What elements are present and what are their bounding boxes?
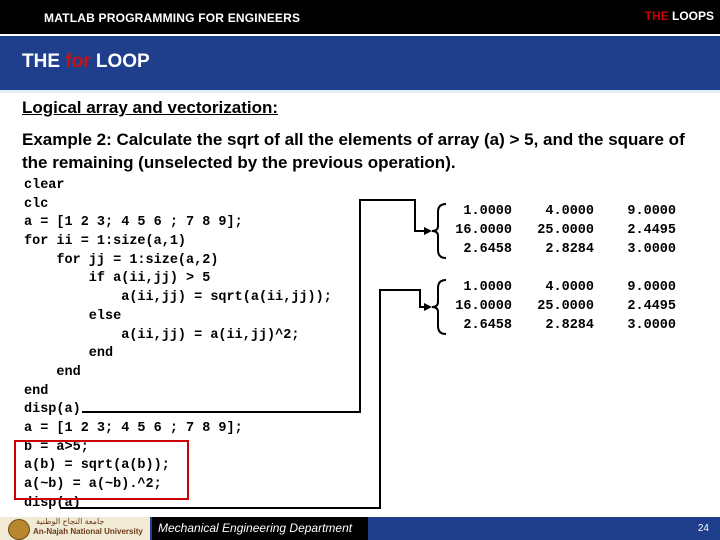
matrix-cell: 2.8284 bbox=[545, 242, 594, 257]
matrix-cell: 3.0000 bbox=[627, 242, 676, 257]
code-line: a(~b) = a(~b).^2; bbox=[24, 477, 162, 492]
title-keyword: for bbox=[65, 51, 91, 72]
page-number: 24 bbox=[697, 523, 709, 534]
code-line: end bbox=[24, 364, 81, 380]
matrix-cell: 9.0000 bbox=[627, 280, 676, 295]
title-post: LOOP bbox=[90, 51, 150, 72]
chapter-keyword: THE bbox=[644, 9, 669, 23]
code-line: a(ii,jj) = sqrt(a(ii,jj)); bbox=[24, 290, 332, 306]
code-line: a = [1 2 3; 4 5 6 ; 7 8 9]; bbox=[24, 215, 243, 231]
matrix-cell: 2.8284 bbox=[545, 318, 594, 333]
code-line: clear bbox=[24, 178, 65, 193]
title-pre: THE bbox=[22, 51, 66, 72]
course-title: MATLAB PROGRAMMING FOR ENGINEERS bbox=[44, 11, 301, 25]
matrix-cell: 9.0000 bbox=[627, 204, 676, 219]
code-line: end bbox=[24, 346, 114, 362]
code-line: disp(a) bbox=[24, 402, 81, 418]
matrix-cell: 25.0000 bbox=[537, 299, 594, 314]
chapter-rest: LOOPS bbox=[668, 9, 714, 23]
output-2-brace bbox=[432, 280, 446, 334]
code-line: b = a>5; bbox=[24, 439, 89, 455]
code-line: a(ii,jj) = a(ii,jj)^2; bbox=[24, 327, 300, 343]
matrix-cell: 16.0000 bbox=[455, 299, 512, 314]
code-line: end bbox=[24, 383, 49, 399]
code-line: for jj = 1:size(a,2) bbox=[24, 252, 219, 268]
matrix-cell: 3.0000 bbox=[627, 318, 676, 333]
connector-line-1 bbox=[82, 200, 426, 412]
university-name: An-Najah National University bbox=[33, 527, 143, 536]
code-line: for ii = 1:size(a,1) bbox=[24, 234, 187, 250]
code-line: if a(ii,jj) > 5 bbox=[24, 271, 211, 287]
section-subheading: Logical array and vectorization: bbox=[22, 98, 279, 117]
department-panel bbox=[152, 517, 368, 540]
example-description: Example 2: Calculate the sqrt of all the elements of array (a) > 5, and the square of the remaining (unselected by the previous operation). bbox=[22, 130, 685, 172]
matrix-cell: 2.6458 bbox=[463, 318, 512, 333]
department-name: Mechanical Engineering Department bbox=[158, 521, 353, 535]
university-logo bbox=[0, 517, 150, 540]
university-name-arabic: جامعة النجاح الوطنية bbox=[36, 517, 105, 526]
code-line: disp(a) bbox=[24, 495, 81, 511]
code-line: clc bbox=[24, 196, 49, 212]
arrowhead-1 bbox=[424, 227, 432, 235]
matrix-cell: 2.4495 bbox=[627, 299, 676, 314]
matrix-cell: 16.0000 bbox=[455, 223, 512, 238]
matrix-cell: 1.0000 bbox=[463, 204, 512, 219]
slide-footer bbox=[0, 517, 720, 540]
matrix-cell: 1.0000 bbox=[463, 280, 512, 295]
matrix-cell: 25.0000 bbox=[537, 223, 594, 238]
university-seal-icon bbox=[8, 519, 30, 540]
matrix-cell: 4.0000 bbox=[545, 204, 594, 219]
code-line: else bbox=[24, 308, 122, 324]
output-1-brace bbox=[432, 204, 446, 258]
arrowhead-2 bbox=[424, 303, 432, 311]
matrix-cell: 4.0000 bbox=[545, 280, 594, 295]
matrix-cell: 2.4495 bbox=[627, 223, 676, 238]
matrix-cell: 2.6458 bbox=[463, 242, 512, 257]
code-line: a(b) = sqrt(a(b)); bbox=[24, 458, 170, 474]
code-line: a = [1 2 3; 4 5 6 ; 7 8 9]; bbox=[24, 420, 243, 436]
connector-line-2 bbox=[60, 290, 426, 508]
